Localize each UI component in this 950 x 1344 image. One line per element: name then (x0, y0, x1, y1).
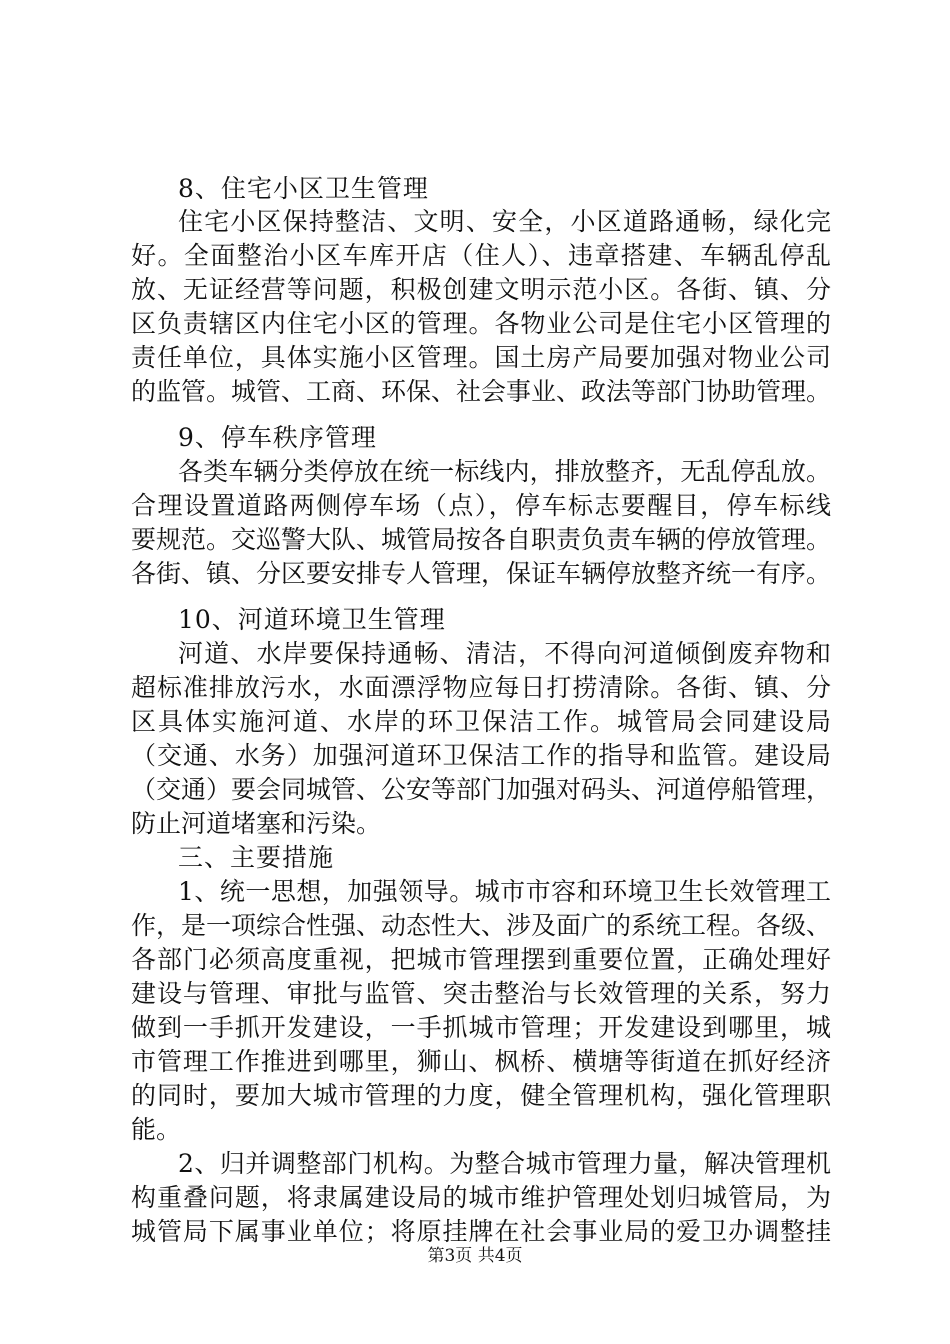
paragraph-line: 各部门必须高度重视，把城市管理摆到重要位置，正确处理好 (131, 945, 831, 974)
section-heading-parking: 9、停车秩序管理 (178, 423, 377, 452)
paragraph-line: 区负责辖区内住宅小区的管理。各物业公司是住宅小区管理的 (131, 309, 831, 338)
paragraph-line: 能。 (131, 1115, 182, 1144)
paragraph-line: 各类车辆分类停放在统一标线内，排放整齐，无乱停乱放。 (178, 457, 831, 486)
paragraph-line: 建设与管理、审批与监管、突击整治与长效管理的关系，努力 (131, 979, 831, 1008)
paragraph-line: 2、归并调整部门机构。为整合城市管理力量，解决管理机 (178, 1149, 831, 1178)
paragraph-line: 责任单位，具体实施小区管理。国土房产局要加强对物业公司 (131, 343, 831, 372)
paragraph-line: 好。全面整治小区车库开店（住人）、违章搭建、车辆乱停乱 (131, 241, 831, 270)
paragraph-line: 超标准排放污水，水面漂浮物应每日打捞清除。各街、镇、分 (131, 673, 831, 702)
section-heading-residential: 8、住宅小区卫生管理 (178, 174, 429, 203)
paragraph-line: 的同时，要加大城市管理的力度，健全管理机构，强化管理职 (131, 1081, 831, 1110)
section-heading-main-measures: 三、主要措施 (178, 843, 335, 872)
paragraph-line: 河道、水岸要保持通畅、清洁，不得向河道倾倒废弃物和 (178, 639, 831, 668)
paragraph-line: 各街、镇、分区要安排专人管理，保证车辆停放整齐统一有序。 (131, 559, 832, 588)
paragraph-line: 合理设置道路两侧停车场（点），停车标志要醒目，停车标线 (131, 491, 831, 520)
paragraph-line: 城管局下属事业单位；将原挂牌在社会事业局的爱卫办调整挂 (131, 1217, 831, 1246)
paragraph-line: 放、无证经营等问题，积极创建文明示范小区。各街、镇、分 (131, 275, 831, 304)
paragraph-line: 构重叠问题，将隶属建设局的城市维护管理处划归城管局，为 (131, 1183, 831, 1212)
paragraph-line: （交通）要会同城管、公安等部门加强对码头、河道停船管理， (131, 775, 832, 804)
paragraph-line: （交通、水务）加强河道环卫保洁工作的指导和监管。建设局 (131, 741, 831, 770)
paragraph-line: 要规范。交巡警大队、城管局按各自职责负责车辆的停放管理。 (131, 525, 832, 554)
paragraph-line: 区具体实施河道、水岸的环卫保洁工作。城管局会同建设局 (131, 707, 831, 736)
paragraph-line: 住宅小区保持整洁、文明、安全，小区道路通畅，绿化完 (178, 207, 831, 236)
paragraph-line: 市管理工作推进到哪里，狮山、枫桥、横塘等街道在抓好经济 (131, 1047, 831, 1076)
paragraph-line: 作，是一项综合性强、动态性大、涉及面广的系统工程。各级、 (131, 911, 832, 940)
paragraph-line: 做到一手抓开发建设，一手抓城市管理；开发建设到哪里，城 (131, 1013, 831, 1042)
paragraph-line: 防止河道堵塞和污染。 (131, 809, 382, 838)
paragraph-line: 的监管。城管、工商、环保、社会事业、政法等部门协助管理。 (131, 377, 832, 406)
section-heading-river: 10、河道环境卫生管理 (178, 605, 446, 634)
paragraph-line: 1、统一思想，加强领导。城市市容和环境卫生长效管理工 (178, 877, 831, 906)
page-number: 第3页 共4页 (427, 1246, 523, 1266)
